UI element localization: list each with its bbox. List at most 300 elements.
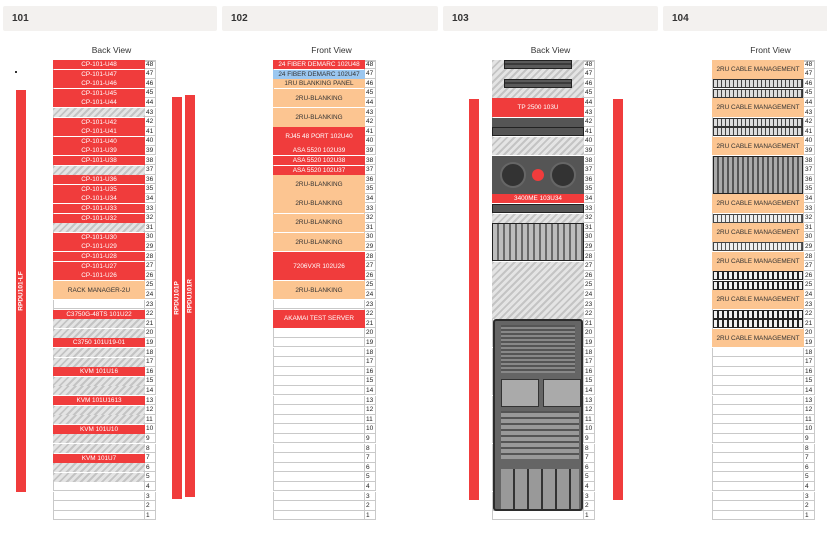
rack-unit-number: 27: [365, 261, 376, 271]
rack-unit-number: 33: [145, 204, 156, 214]
rack-unit-number: 37: [804, 165, 815, 175]
rack-unit-number: 6: [145, 463, 156, 473]
f5-logo: [532, 169, 544, 181]
pdu-rack103-right[interactable]: [613, 99, 623, 500]
device-2ru-blanking[interactable]: [273, 89, 365, 108]
rack-unit-number: 47: [804, 69, 815, 79]
device-kvm-101u7[interactable]: [53, 454, 145, 463]
rack-unit-number: 14: [365, 386, 376, 396]
rack-unit-number: 24: [365, 290, 376, 300]
rack-unit-slot: [53, 482, 145, 492]
rack-unit-number: 39: [365, 146, 376, 156]
device-label: CP-101-U28: [81, 253, 117, 261]
blank-panel[interactable]: [53, 348, 145, 357]
device-label: TP 2500 103U: [517, 104, 559, 112]
rack-unit-number: 19: [365, 338, 376, 348]
device-c3750g-48ts-101u22[interactable]: [53, 310, 145, 319]
rack-unit-slot: [712, 482, 804, 492]
blank-panel[interactable]: [53, 108, 145, 117]
rack-unit-slot: [273, 405, 365, 415]
device-cp-101-u26[interactable]: [53, 271, 145, 280]
device-cp-101-u44[interactable]: [53, 98, 145, 107]
rack-unit-slot: [273, 463, 365, 473]
rack-unit-number: 17: [584, 357, 595, 367]
device-rj45-48-port-102u40[interactable]: [273, 127, 365, 146]
device-label: 2RU-BLANKING: [295, 219, 343, 227]
device-kvm-101u10[interactable]: [53, 425, 145, 434]
server-1u[interactable]: [492, 118, 584, 127]
blank-panel[interactable]: [492, 137, 584, 156]
rack-unit-number: 6: [804, 463, 815, 473]
rack-unit-number: 29: [145, 242, 156, 252]
rack-unit-number: 36: [584, 175, 595, 185]
switch-1u[interactable]: [713, 319, 803, 328]
server-1u[interactable]: [492, 127, 584, 136]
rack-unit-number: 25: [804, 280, 815, 290]
rack-unit-number: 15: [365, 376, 376, 386]
rack-unit-number: 43: [145, 108, 156, 118]
rack-unit-slot: [273, 453, 365, 463]
rack-unit-number: 14: [804, 386, 815, 396]
device-cp-101-u36[interactable]: [53, 175, 145, 184]
view-title-104: Front View: [750, 45, 791, 55]
device-cp-101-u42[interactable]: [53, 118, 145, 127]
blank-panel[interactable]: [53, 166, 145, 175]
device-2ru-blanking[interactable]: [273, 108, 365, 127]
cable-management[interactable]: [712, 252, 804, 271]
rack-unit-number: 40: [804, 136, 815, 146]
cable-management[interactable]: [712, 60, 804, 79]
cable-management[interactable]: [712, 98, 804, 117]
device-cp-101-u28[interactable]: [53, 252, 145, 261]
rack-unit-number: 20: [365, 328, 376, 338]
device-label: KVM 101U16: [79, 368, 118, 376]
rack-header-104[interactable]: [663, 6, 827, 31]
rack-unit-number: 11: [804, 415, 815, 425]
rack-unit-number: 8: [145, 444, 156, 454]
rack-unit-number: 10: [145, 424, 156, 434]
rack-header-102[interactable]: [222, 6, 438, 31]
device-label: 24 FIBER DEMARC 102U48: [278, 61, 360, 69]
rack-unit-number: 46: [365, 79, 376, 89]
device-label: CP-101-U39: [81, 147, 117, 155]
rack-unit-number: 45: [145, 88, 156, 98]
rack-unit-number: 43: [365, 108, 376, 118]
rack-unit-slot: [273, 472, 365, 482]
rack-unit-number: 35: [365, 184, 376, 194]
device-label: RACK MANAGER-2U: [67, 286, 131, 294]
rack-unit-number: 4: [145, 482, 156, 492]
rack-unit-number: 30: [145, 232, 156, 242]
rack-unit-number: 38: [584, 156, 595, 166]
device-asa-5520-102u37[interactable]: [273, 166, 365, 175]
rack-unit-number: 45: [584, 88, 595, 98]
rack-unit-slot: [273, 386, 365, 396]
rack-unit-slot: [712, 501, 804, 511]
rack-unit-number: 27: [145, 261, 156, 271]
rack-unit-slot: [492, 511, 584, 521]
rack-header-101[interactable]: [3, 6, 217, 31]
blank-panel[interactable]: [53, 415, 145, 424]
rack-unit-number: 19: [584, 338, 595, 348]
rack-unit-number: 24: [145, 290, 156, 300]
device-cp-101-u40[interactable]: [53, 137, 145, 146]
modular-chassis[interactable]: [492, 223, 584, 261]
view-title-101: Back View: [91, 45, 132, 55]
rack-unit-slot: [712, 453, 804, 463]
patch-panel[interactable]: [713, 127, 803, 136]
blank-panel[interactable]: [53, 358, 145, 367]
network-module[interactable]: [504, 60, 572, 69]
rack-unit-number: 46: [145, 79, 156, 89]
fan-icon: [500, 162, 526, 188]
pdu-rpdu101r[interactable]: [185, 95, 195, 497]
rack-unit-number: 6: [584, 463, 595, 473]
device-cp-101-u38[interactable]: [53, 156, 145, 165]
blank-panel[interactable]: [53, 406, 145, 415]
rack-unit-number: 28: [365, 252, 376, 262]
view-title-102: Front View: [311, 45, 352, 55]
device-label: CP-101-U29: [81, 243, 117, 251]
device-c3750-101u19-01[interactable]: [53, 338, 145, 347]
rack-unit-number: 10: [365, 424, 376, 434]
rack-unit-number: 2: [145, 501, 156, 511]
cable-management[interactable]: [712, 223, 804, 242]
rack-unit-number: 37: [145, 165, 156, 175]
rack-unit-number: 7: [584, 453, 595, 463]
device-label: AKAMAI TEST SERVER: [284, 315, 354, 323]
rack-unit-number: 8: [584, 444, 595, 454]
device-cp-101-u30[interactable]: [53, 233, 145, 242]
pdu-label: RPDU101R: [186, 279, 194, 313]
device-2ru-blanking[interactable]: [273, 194, 365, 213]
rack-unit-number: 36: [145, 175, 156, 185]
rack-unit-number: 42: [804, 117, 815, 127]
chassis-vent: [501, 325, 575, 373]
rack-unit-number: 27: [804, 261, 815, 271]
rack-unit-number: 26: [584, 271, 595, 281]
device-label: 2RU-BLANKING: [295, 238, 343, 246]
large-chassis[interactable]: [493, 319, 583, 511]
rack-header-label: 101: [12, 13, 29, 24]
device-cp-101-u48[interactable]: [53, 60, 145, 69]
f5-appliance[interactable]: [492, 156, 584, 194]
device-label: 2RU CABLE MANAGEMENT: [716, 142, 800, 150]
patch-panel[interactable]: [713, 214, 803, 223]
rack-unit-number: 4: [584, 482, 595, 492]
rack-unit-number: 44: [365, 98, 376, 108]
blank-panel[interactable]: [53, 444, 145, 453]
device-label: 2RU-BLANKING: [295, 286, 343, 294]
rack-unit-number: 29: [804, 242, 815, 252]
device-label: 2RU CABLE MANAGEMENT: [716, 104, 800, 112]
rack-unit-number: 11: [145, 415, 156, 425]
rack-manager[interactable]: [53, 281, 145, 300]
device-24-fiber-demarc-102u47[interactable]: [273, 70, 365, 79]
device-label: 2RU CABLE MANAGEMENT: [716, 257, 800, 265]
rack-unit-number: 18: [804, 348, 815, 358]
rack-unit-number: 5: [584, 472, 595, 482]
rack-unit-number: 37: [584, 165, 595, 175]
blank-panel[interactable]: [53, 377, 145, 386]
rack-unit-number: 3: [584, 492, 595, 502]
switch-1u[interactable]: [713, 281, 803, 290]
rack-unit-number: 22: [584, 309, 595, 319]
rack-unit-slot: [712, 367, 804, 377]
device-tp-2500[interactable]: [492, 98, 584, 117]
device-label: 2RU CABLE MANAGEMENT: [716, 65, 800, 73]
rack-unit-number: 23: [145, 300, 156, 310]
rack-unit-number: 7: [365, 453, 376, 463]
device-label: CP-101-U32: [81, 214, 117, 222]
rack-unit-slot: [53, 511, 145, 521]
fiber-enclosure[interactable]: [713, 156, 803, 194]
blank-panel[interactable]: [492, 262, 584, 319]
patch-panel[interactable]: [713, 242, 803, 251]
device-label: 2RU CABLE MANAGEMENT: [716, 296, 800, 304]
rack-unit-number: 22: [145, 309, 156, 319]
device-label: 24 FIBER DEMARC 102U47: [278, 70, 360, 78]
device-3400me[interactable]: [492, 194, 584, 203]
device-label: 7206VXR 102U26: [293, 262, 345, 270]
rack-unit-number: 31: [145, 223, 156, 233]
rack-unit-number: 26: [804, 271, 815, 281]
rack-unit-slot: [273, 348, 365, 358]
rack-unit-slot: [273, 415, 365, 425]
device-cp-101-u35[interactable]: [53, 185, 145, 194]
rack-unit-number: 11: [365, 415, 376, 425]
rack-unit-number: 30: [804, 232, 815, 242]
device-label: CP-101-U38: [81, 157, 117, 165]
blank-panel[interactable]: [53, 319, 145, 328]
server-1u[interactable]: [492, 204, 584, 213]
device-cp-101-u46[interactable]: [53, 79, 145, 88]
pdu-rack103-left[interactable]: [469, 99, 479, 500]
rack-header-label: 104: [672, 13, 689, 24]
rack-unit-number: 16: [145, 367, 156, 377]
rack-unit-slot: [273, 396, 365, 406]
device-2ru-blanking[interactable]: [273, 281, 365, 300]
rack-unit-number: 13: [365, 396, 376, 406]
rack-unit-number: 28: [804, 252, 815, 262]
rack-unit-number: 10: [804, 424, 815, 434]
blank-panel[interactable]: [53, 386, 145, 395]
rack-header-label: 102: [231, 13, 248, 24]
rack-unit-number: 13: [804, 396, 815, 406]
device-label: KVM 101U1613: [76, 397, 122, 405]
rack-unit-number: 13: [584, 396, 595, 406]
rack-unit-number: 44: [584, 98, 595, 108]
device-label: CP-101-U45: [81, 89, 117, 97]
rack-unit-number: 9: [145, 434, 156, 444]
device-asa-5520-102u38[interactable]: [273, 156, 365, 165]
rack-unit-slot: [273, 367, 365, 377]
device-label: 3400ME 103U34: [514, 195, 562, 203]
blank-panel[interactable]: [53, 434, 145, 443]
rack-unit-number: 31: [365, 223, 376, 233]
device-cp-101-u27[interactable]: [53, 262, 145, 271]
rack-unit-slot: [273, 376, 365, 386]
device-kvm-101u16[interactable]: [53, 367, 145, 376]
rack-unit-number: 5: [145, 472, 156, 482]
rack-unit-number: 41: [145, 127, 156, 137]
blank-panel[interactable]: [492, 214, 584, 223]
rack-unit-slot: [53, 501, 145, 511]
rack-unit-number: 34: [804, 194, 815, 204]
device-7206vxr-102u26[interactable]: [273, 252, 365, 280]
rack-unit-number: 19: [804, 338, 815, 348]
rack-unit-number: 5: [365, 472, 376, 482]
rack-unit-slot: [273, 434, 365, 444]
rack-unit-number: 16: [584, 367, 595, 377]
rack-unit-number: 35: [804, 184, 815, 194]
rack-unit-number: 42: [145, 117, 156, 127]
rack-unit-number: 8: [804, 444, 815, 454]
device-kvm-101u1613[interactable]: [53, 396, 145, 405]
rack-unit-slot: [273, 338, 365, 348]
rack-unit-number: 17: [365, 357, 376, 367]
rack-unit-slot: [273, 424, 365, 434]
rack-unit-number: 22: [365, 309, 376, 319]
rack-unit-number: 18: [365, 348, 376, 358]
network-module[interactable]: [504, 79, 572, 88]
rack-unit-slot: [712, 415, 804, 425]
patch-panel[interactable]: [713, 89, 803, 98]
device-label: CP-101-U48: [81, 61, 117, 69]
pdu-label: RPDU101P: [173, 281, 181, 315]
device-cp-101-u29[interactable]: [53, 242, 145, 251]
view-title-103: Back View: [530, 45, 571, 55]
rack-header-label: 103: [452, 13, 469, 24]
rack-unit-slot: [273, 511, 365, 521]
device-cp-101-u34[interactable]: [53, 194, 145, 203]
device-cp-101-u39[interactable]: [53, 146, 145, 155]
device-2ru-blanking[interactable]: [273, 214, 365, 233]
rack-unit-slot: [273, 357, 365, 367]
device-asa-5520-102u39[interactable]: [273, 146, 365, 155]
blank-panel[interactable]: [53, 223, 145, 232]
marker-dot: [15, 71, 17, 73]
rack-unit-number: 26: [145, 271, 156, 281]
rack-unit-slot: [712, 424, 804, 434]
rack-unit-number: 18: [584, 348, 595, 358]
blank-panel[interactable]: [53, 329, 145, 338]
rack-unit-number: 12: [584, 405, 595, 415]
rack-unit-number: 34: [365, 194, 376, 204]
pdu-rpdu101-lf[interactable]: [16, 90, 26, 492]
rack-unit-number: 34: [145, 194, 156, 204]
rack-unit-number: 39: [584, 146, 595, 156]
rack-unit-number: 11: [584, 415, 595, 425]
rack-unit-slot: [712, 376, 804, 386]
rack-unit-number: 42: [584, 117, 595, 127]
device-label: 2RU-BLANKING: [295, 113, 343, 121]
rack-unit-number: 48: [584, 60, 595, 70]
rack-unit-number: 29: [365, 242, 376, 252]
rack-unit-number: 4: [804, 482, 815, 492]
rack-unit-number: 33: [804, 204, 815, 214]
device-label: CP-101-U46: [81, 80, 117, 88]
device-label: CP-101-U41: [81, 128, 117, 136]
rack-unit-number: 29: [584, 242, 595, 252]
blank-panel[interactable]: [53, 463, 145, 472]
device-label: CP-101-U27: [81, 262, 117, 270]
switch-1u[interactable]: [713, 271, 803, 280]
rack-unit-number: 21: [365, 319, 376, 329]
rack-header-103[interactable]: [443, 6, 658, 31]
device-label: 2RU-BLANKING: [295, 181, 343, 189]
cable-management[interactable]: [712, 137, 804, 156]
rack-unit-number: 28: [145, 252, 156, 262]
blank-panel[interactable]: [53, 473, 145, 482]
rack-unit-number: 33: [365, 204, 376, 214]
rack-unit-number: 46: [804, 79, 815, 89]
rack-unit-number: 32: [804, 213, 815, 223]
rack-unit-number: 39: [804, 146, 815, 156]
device-akamai-test-server[interactable]: [273, 310, 365, 329]
rack-unit-number: 15: [145, 376, 156, 386]
rack-unit-slot: [712, 444, 804, 454]
cable-management[interactable]: [712, 290, 804, 309]
rack-unit-slot: [712, 396, 804, 406]
rack-unit-number: 1: [804, 511, 815, 521]
patch-panel[interactable]: [713, 79, 803, 88]
rack-unit-number: 24: [584, 290, 595, 300]
device-cp-101-u41[interactable]: [53, 127, 145, 136]
device-cp-101-u47[interactable]: [53, 70, 145, 79]
rack-unit-slot: [273, 444, 365, 454]
rack-unit-slot: [712, 357, 804, 367]
rack-unit-number: 41: [584, 127, 595, 137]
device-label: ASA 5520 102U39: [292, 147, 346, 155]
device-cp-101-u32[interactable]: [53, 214, 145, 223]
rack-unit-number: 44: [145, 98, 156, 108]
device-label: C3750 101U19-01: [72, 339, 126, 347]
patch-panel[interactable]: [713, 118, 803, 127]
pdu-label: RPDU101-LF: [17, 271, 25, 311]
rack-unit-number: 45: [365, 88, 376, 98]
device-cp-101-u33[interactable]: [53, 204, 145, 213]
cable-management[interactable]: [712, 329, 804, 348]
switch-1u[interactable]: [713, 310, 803, 319]
rack-unit-number: 47: [145, 69, 156, 79]
rack-unit-number: 23: [365, 300, 376, 310]
rack-unit-number: 46: [584, 79, 595, 89]
rack-unit-number: 20: [584, 328, 595, 338]
device-24-fiber-demarc-102u48[interactable]: [273, 60, 365, 69]
device-label: 2RU CABLE MANAGEMENT: [716, 229, 800, 237]
device-2ru-blanking[interactable]: [273, 233, 365, 252]
cable-management[interactable]: [712, 194, 804, 213]
rack-unit-number: 21: [145, 319, 156, 329]
device-2ru-blanking[interactable]: [273, 175, 365, 194]
rack-unit-number: 12: [145, 405, 156, 415]
rack-unit-number: 26: [365, 271, 376, 281]
device-cp-101-u45[interactable]: [53, 89, 145, 98]
rack-unit-slot: [712, 472, 804, 482]
device-label: ASA 5520 102U38: [292, 157, 346, 165]
device-label: KVM 101U7: [81, 454, 117, 462]
rack-unit-number: 15: [584, 376, 595, 386]
device-1ru-blanking-panel[interactable]: [273, 79, 365, 88]
rack-unit-number: 40: [145, 136, 156, 146]
rack-unit-number: 30: [365, 232, 376, 242]
rack-unit-number: 2: [584, 501, 595, 511]
rack-unit-number: 9: [804, 434, 815, 444]
rack-unit-number: 9: [365, 434, 376, 444]
rack-unit-slot: [712, 511, 804, 521]
pdu-rpdu101p[interactable]: [172, 97, 182, 499]
